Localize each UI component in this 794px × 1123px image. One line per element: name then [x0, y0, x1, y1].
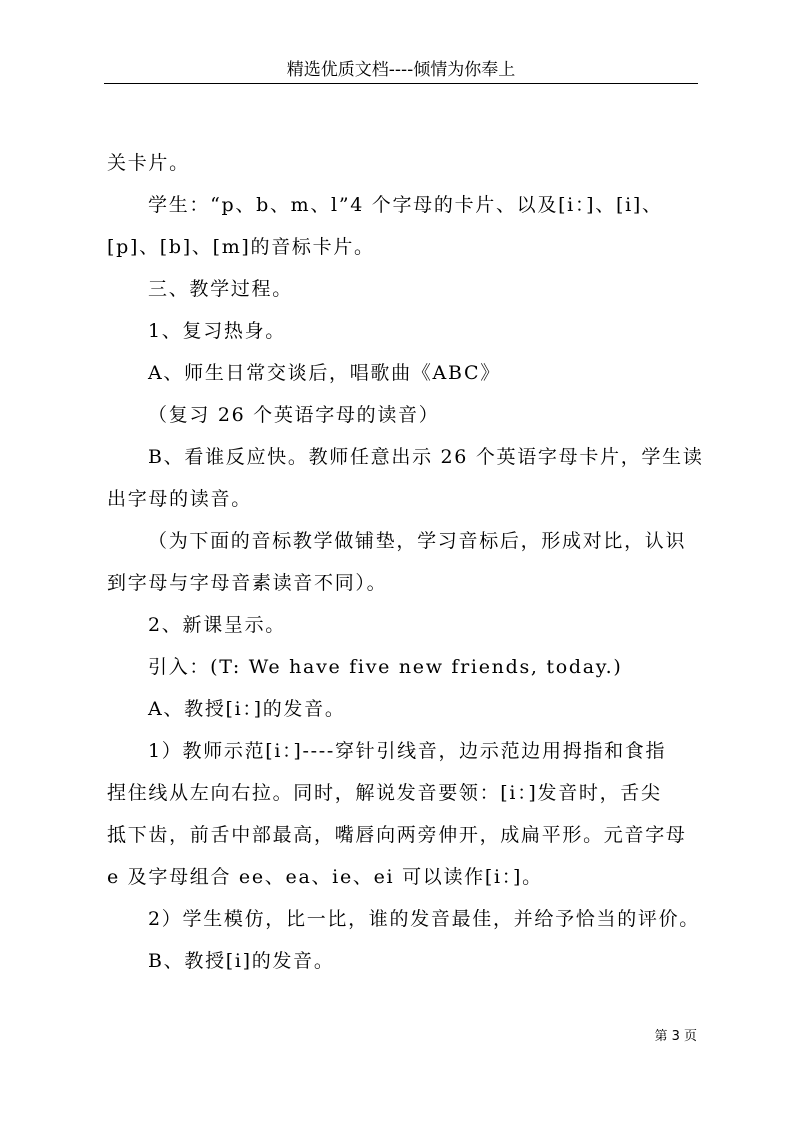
body-line: B、教授[i]的发音。 [148, 950, 335, 972]
body-line: 引入：(T: We have five new friends, today.) [148, 656, 623, 678]
body-line: （为下面的音标教学做铺垫，学习音标后，形成对比，认识 [148, 530, 687, 552]
subsection-heading: 1、复习热身。 [148, 320, 286, 342]
body-line: A、师生日常交谈后，唱歌曲《ABC》 [148, 362, 501, 384]
header-divider [104, 83, 698, 84]
body-line: A、教授[i：]的发音。 [148, 698, 346, 720]
body-line: 2）学生模仿，比一比，谁的发音最佳，并给予恰当的评价。 [148, 908, 700, 930]
page-number: 第 3 页 [654, 1029, 697, 1044]
body-line: （复习 26 个英语字母的读音） [148, 404, 440, 426]
body-line: 到字母与字母音素读音不同）。 [107, 572, 388, 594]
body-line: 抵下齿，前舌中部最高，嘴唇向两旁伸开，成扁平形。元音字母 [107, 824, 687, 846]
body-line: [p]、[b]、[m]的音标卡片。 [107, 236, 375, 258]
subsection-heading: 2、新课呈示。 [148, 614, 286, 636]
body-line: 学生：“p、b、m、l”4 个字母的卡片、以及[i：]、[i]、 [148, 194, 663, 216]
body-line: e 及字母组合 ee、ea、ie、ei 可以读作[i：]。 [107, 866, 543, 888]
body-line: 1）教师示范[i：]----穿针引线音，边示范边用拇指和食指 [148, 740, 667, 762]
body-line: 出字母的读音。 [107, 488, 252, 510]
body-line: B、看谁反应快。教师任意出示 26 个英语字母卡片，学生读 [148, 446, 704, 468]
page-header-title: 精选优质文档----倾情为你奉上 [286, 60, 516, 80]
body-line: 关卡片。 [107, 152, 190, 174]
body-line: 捏住线从左向右拉。同时，解说发音要领：[i：]发音时，舌尖 [107, 782, 662, 804]
section-heading: 三、教学过程。 [148, 278, 293, 300]
document-body [107, 142, 704, 982]
